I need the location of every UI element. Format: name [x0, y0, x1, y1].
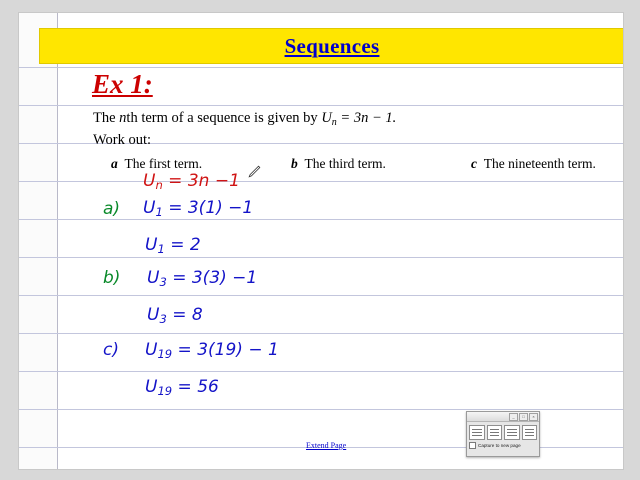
hw-a2-base: U — [145, 235, 158, 255]
hw-a1-sub: 1 — [155, 204, 163, 219]
extend-page-link[interactable]: Extend Page — [306, 441, 347, 450]
hw-c2-rest: = 56 — [172, 377, 219, 397]
hw-c2-base: U — [145, 377, 158, 397]
part-b-text: The third term. — [304, 156, 386, 171]
handwritten-c-line1 — [145, 340, 279, 361]
rule-line — [19, 295, 623, 296]
hw-a2-sub: 1 — [157, 241, 165, 256]
statement-formula-base: U — [321, 110, 332, 126]
capture-toolbar-titlebar[interactable] — [467, 412, 539, 422]
handwritten-formula — [143, 171, 240, 192]
checkbox-label: Capture to new page — [478, 443, 521, 448]
part-c-label: c — [471, 156, 477, 171]
hw-a1-rest: = 3(1) −1 — [162, 198, 254, 218]
handwritten-label-c: c) — [103, 340, 119, 360]
part-c-text: The nineteenth term. — [483, 156, 596, 171]
pen-cursor-icon — [247, 165, 261, 179]
statement-n: n — [119, 110, 127, 126]
handwritten-b-line2 — [147, 305, 203, 326]
handwritten-label-a: a) — [103, 199, 121, 219]
title-banner — [39, 28, 624, 64]
hw-a2-rest: = 2 — [164, 235, 201, 255]
work-out-label: Work out: — [93, 132, 152, 148]
hw-formula-rest: = 3n −1 — [162, 171, 240, 191]
capture-to-new-page-checkbox[interactable] — [467, 442, 539, 449]
minimize-button[interactable]: _ — [509, 413, 518, 421]
close-button[interactable]: × — [529, 413, 538, 421]
hw-c2-sub: 19 — [157, 383, 173, 398]
page-icon-4[interactable] — [522, 425, 538, 440]
page-icon-2[interactable] — [487, 425, 503, 440]
checkbox-box[interactable] — [469, 442, 476, 449]
statement-mid: th term of a sequence is given by — [126, 110, 322, 126]
page-icon-1[interactable] — [469, 425, 485, 440]
rule-line — [19, 105, 623, 106]
handwritten-a-line1 — [143, 198, 253, 219]
rule-line — [19, 371, 623, 372]
rule-line — [19, 181, 623, 182]
question-part-b — [291, 156, 386, 172]
handwritten-a-line2 — [145, 235, 201, 256]
rule-line — [19, 333, 623, 334]
page-margin-column — [19, 13, 58, 469]
hw-b1-base: U — [147, 268, 160, 288]
hw-formula-sub: n — [155, 177, 163, 192]
notebook-page[interactable] — [18, 12, 624, 470]
hw-c1-base: U — [145, 340, 158, 360]
question-part-a — [111, 156, 202, 172]
part-a-label: a — [111, 156, 118, 171]
capture-toolbar[interactable] — [466, 411, 540, 457]
statement-pre: The — [93, 110, 120, 126]
hw-b2-rest: = 8 — [166, 305, 203, 325]
hw-a1-base: U — [143, 198, 156, 218]
hw-c1-rest: = 3(19) − 1 — [172, 340, 279, 360]
hw-formula-base: U — [143, 171, 156, 191]
hw-b2-base: U — [147, 305, 160, 325]
page-icon-3[interactable] — [504, 425, 520, 440]
question-statement — [93, 110, 396, 128]
rule-line — [19, 219, 623, 220]
part-a-text: The first term. — [124, 156, 203, 171]
question-part-c — [471, 156, 596, 172]
rule-line — [19, 257, 623, 258]
capture-toolbar-icons — [467, 422, 539, 442]
hw-b2-sub: 3 — [159, 311, 167, 326]
maximize-button[interactable]: □ — [519, 413, 528, 421]
hw-c1-sub: 19 — [157, 346, 173, 361]
statement-formula-sub: n — [331, 117, 337, 128]
rule-line — [19, 67, 623, 68]
statement-formula-rest: = 3n − 1. — [336, 110, 397, 126]
example-title: Ex 1: — [92, 69, 153, 99]
handwritten-b-line1 — [147, 268, 257, 289]
page-title: Sequences — [284, 33, 380, 58]
handwritten-c-line2 — [145, 377, 219, 398]
hw-b1-rest: = 3(3) −1 — [166, 268, 258, 288]
rule-line — [19, 409, 623, 410]
hw-b1-sub: 3 — [159, 274, 167, 289]
part-b-label: b — [291, 156, 298, 171]
handwritten-label-b: b) — [103, 268, 121, 288]
